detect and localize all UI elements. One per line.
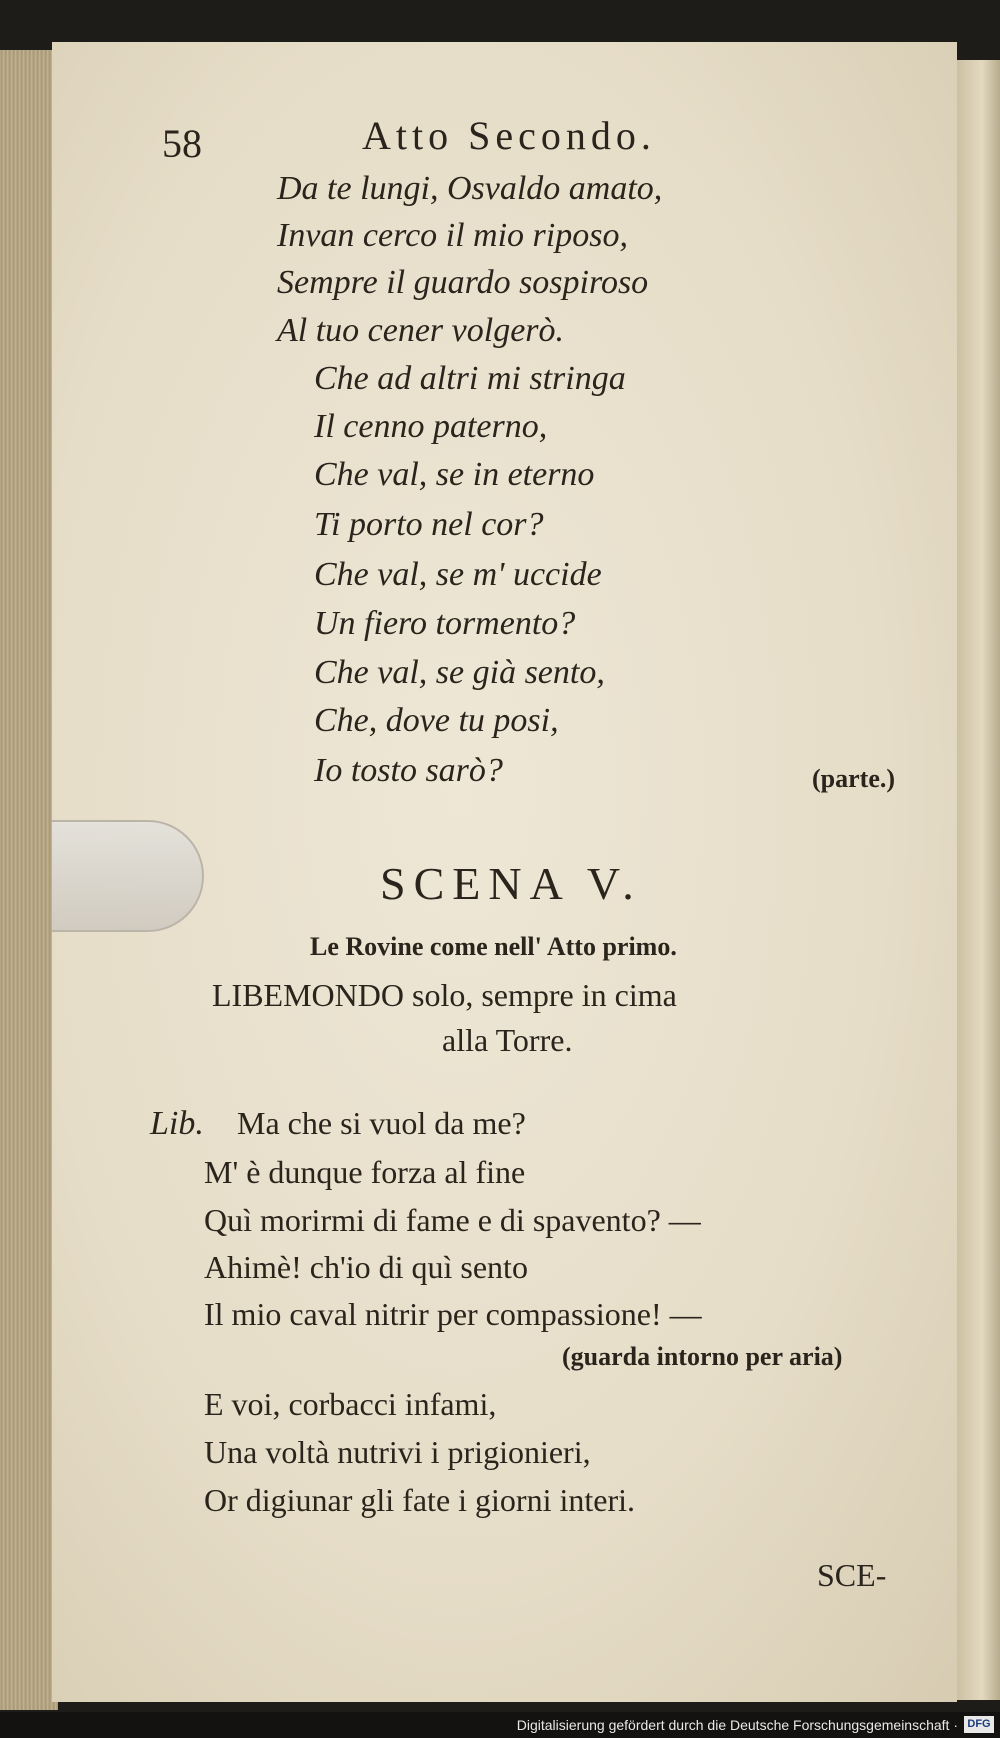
aria-line: Io tosto sarò? [314, 752, 503, 789]
scene-setting: Le Rovine come nell' Atto primo. [310, 932, 677, 961]
stage-direction: (guarda intorno per aria) [562, 1342, 843, 1371]
dialogue-line: Una voltà nutrivi i prigionieri, [204, 1434, 591, 1470]
aria-line: Sempre il guardo sospiroso [277, 264, 649, 301]
aria-line: Ti porto nel cor? [314, 506, 544, 543]
page-number: 58 [162, 121, 202, 166]
running-title: Atto Secondo. [362, 113, 656, 158]
book-page [52, 42, 957, 1702]
exit-direction: (parte.) [812, 764, 896, 793]
scene-title: SCENA V. [380, 858, 642, 909]
aria-line: Che, dove tu posi, [314, 702, 559, 739]
dialogue-line: Quì morirmi di fame e di spavento? — [204, 1202, 701, 1238]
aria-line: Al tuo cener volgerò. [277, 312, 565, 349]
book-page-edges-left [0, 50, 58, 1710]
dialogue-line: M' è dunque forza al fine [204, 1154, 526, 1190]
aria-line: Il cenno paterno, [314, 408, 548, 445]
dialogue-line: Il mio caval nitrir per compassione! — [204, 1296, 702, 1332]
dialogue-line: E voi, corbacci infami, [204, 1386, 497, 1422]
dialogue-line: Ma che si vuol da me? [237, 1105, 526, 1141]
aria-line: Da te lungi, Osvaldo amato, [277, 170, 663, 207]
bookmark-clip [52, 820, 204, 932]
book-page-edges-right [955, 60, 1000, 1700]
aria-line: Che val, se m' uccide [314, 556, 602, 593]
dialogue-line: Or digiunar gli fate i giorni interi. [204, 1482, 635, 1518]
dfg-logo-icon: DFG [964, 1716, 994, 1733]
aria-line: Invan cerco il mio riposo, [277, 217, 628, 254]
dialogue-line: Ahimè! ch'io di quì sento [204, 1249, 528, 1285]
aria-line: Un fiero tormento? [314, 605, 576, 642]
scene-characters: LIBEMONDO solo, sempre in cima [212, 977, 677, 1013]
aria-line: Che ad altri mi stringa [314, 360, 626, 397]
speaker-name: Lib. [150, 1105, 204, 1142]
aria-line: Che val, se in eterno [314, 456, 595, 493]
scene-characters-continued: alla Torre. [442, 1022, 573, 1058]
digitization-notice: Digitalisierung gefördert durch die Deutsche Forschungsgemeinschaft · [516, 1717, 958, 1733]
catchword: SCE- [817, 1557, 887, 1593]
aria-line: Che val, se già sento, [314, 654, 605, 691]
digitization-notice-bar [0, 1712, 1000, 1738]
